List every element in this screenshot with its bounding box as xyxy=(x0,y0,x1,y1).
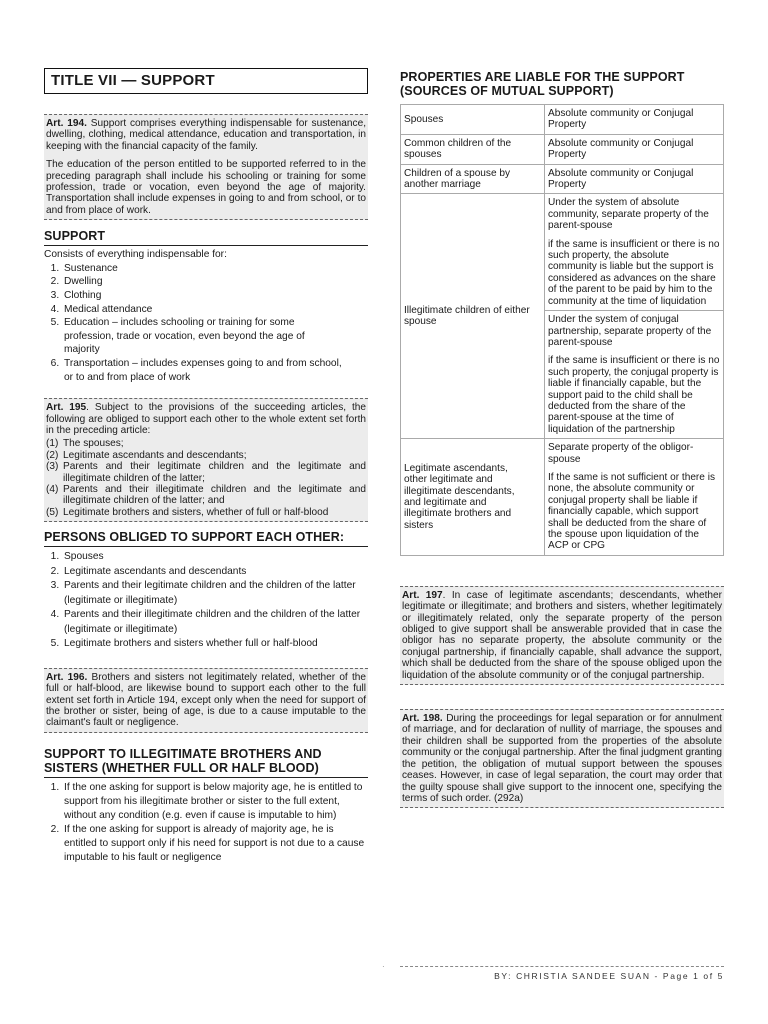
obliged-list-block xyxy=(44,550,368,652)
table-row xyxy=(401,194,724,311)
support-intro: Consists of everything indispensable for: xyxy=(44,249,227,261)
section-heading-support: SUPPORT xyxy=(44,229,368,246)
list-item: 5. Legitimate brothers and sisters whether full or half-blood xyxy=(62,637,368,652)
table-row xyxy=(401,439,724,556)
list-item: 3. Clothing xyxy=(62,289,368,303)
article-194 xyxy=(44,114,368,220)
list-item: 3. Parents and their legitimate children and the children of the latter (legitimate or illegitimate) xyxy=(62,579,368,608)
table-cell: Spouses xyxy=(401,105,545,135)
article-paragraph: The education of the person entitled to be supported referred to in the preceding paragraph shall include his schooling or training for some profession, trade or vocation, even beyond the age of majority. Transportation shall include expenses in going to and from school, or to and from place of work. xyxy=(46,159,366,216)
article-number: Art. 196. xyxy=(46,671,88,683)
article-text: Support comprises everything indispensable for sustenance, dwelling, clothing, medical attendance, education and transportation, in keeping with the financial capacity of the family. xyxy=(46,118,366,152)
obliged-list xyxy=(44,550,368,652)
table-cell: Absolute community or Conjugal Property xyxy=(545,105,724,135)
article-198 xyxy=(400,709,724,808)
article-195 xyxy=(44,398,368,522)
section-heading-properties: PROPERTIES ARE LIABLE FOR THE SUPPORT (SOURCES OF MUTUAL SUPPORT) xyxy=(400,70,685,98)
article-195-list xyxy=(46,438,366,518)
left-column xyxy=(44,68,368,865)
table-cell: Children of a spouse by another marriage xyxy=(401,164,545,194)
support-list-block xyxy=(44,248,368,384)
table-cell: Absolute community or Conjugal Property xyxy=(545,134,724,164)
list-item: 2. If the one asking for support is already of majority age, he is entitled to support only if his need for support is not due to a cause imputable to his fault or negligence xyxy=(62,823,368,865)
table-cell: Legitimate ascendants, other legitimate and illegitimate descendants, and legitimate and illegitimate brothers and sisters xyxy=(401,439,545,556)
list-item: 5. Education – includes schooling or training for some profession, trade or vocation, even beyond the age of majority xyxy=(62,316,368,357)
list-item: 1. Sustenance xyxy=(62,262,368,276)
article-number: Art. 195 xyxy=(46,402,87,414)
list-item: (1) The spouses; xyxy=(46,438,124,450)
article-text: Brothers and sisters not legitimately related, whether of the full or half-blood, are likewise bound to support each other to the full extent set forth in Article 194, except only when the need for support of the brother or sister, being of age, is due to a cause imputable to the claimant's fault or negligence. xyxy=(46,671,366,729)
list-item: 1. If the one asking for support is below majority age, he is entitled to support from his illegitimate brother or sister to the full extent, without any condition (e.g. even if cause is imputable to him) xyxy=(62,781,368,823)
section-heading-persons-obliged: PERSONS OBLIGED TO SUPPORT EACH OTHER: xyxy=(44,530,368,547)
list-item: 6. Transportation – includes expenses going to and from school, or to and from place of work xyxy=(62,357,368,384)
table-cell: Common children of the spouses xyxy=(401,134,545,164)
illegitimate-list-block xyxy=(44,781,368,865)
support-list xyxy=(44,262,368,384)
list-item: (5) Legitimate brothers and sisters, whether of full or half-blood xyxy=(46,506,329,518)
properties-table xyxy=(400,104,724,556)
right-column xyxy=(400,68,724,808)
article-text: During the proceedings for legal separation or for annulment of marriage, and for declaration of nullity of marriage, the spouses and their children shall be supported from the properties of the absolute community or the conjugal partnership. After the final judgment granting the petition, the obligation of mutual support between the spouses ceases. However, in case of legal separation, the court may order that the guilty spouse shall give support to the innocent one, specifying the terms of such order. (292a) xyxy=(402,713,722,804)
list-item: 4. Parents and their illegitimate children and the children of the latter (legitimate or illegitimate) xyxy=(62,608,368,637)
article-text: . In case of legitimate ascendants; descendants, whether legitimate or illegitimate; and brothers and sisters, whether legitimately or illegitimately related, only the separate property of the person obliged to give support shall be answerable provided that in case the obligor has no separate property, the absolute community or the conjugal partnership, if financially capable, shall advance the support, which shall be deducted from the share of the spouse obliged upon the liquidation of the absolute community or of the conjugal partnership. xyxy=(402,589,723,681)
article-number: Art. 194. xyxy=(46,118,87,129)
page-footer: BY: CHRISTIA SANDEE SUAN - Page 1 of 5 xyxy=(400,966,724,981)
list-item: 2. Legitimate ascendants and descendants xyxy=(62,565,368,580)
table-cell: Under the system of conjugal partnership, separate property of the parent-spouse if the same is insufficient or there is no such property, the conjugal property is liable if financially capable, but the support paid to the child shall be deducted from the share of the parent-spouse at the time of liquidation of the partnership xyxy=(545,311,724,439)
list-item: (3) Parents and their legitimate children and the legitimate and illegitimate children of the latter; xyxy=(46,461,366,484)
page-dot: · xyxy=(382,962,385,971)
list-item: (2) Legitimate ascendants and descendants; xyxy=(46,449,247,461)
page-title: TITLE VII — SUPPORT xyxy=(44,68,368,94)
table-row xyxy=(401,164,724,194)
list-item: 4. Medical attendance xyxy=(62,303,368,317)
table-row xyxy=(401,105,724,135)
table-row xyxy=(401,134,724,164)
section-heading-illegitimate-siblings: SUPPORT TO ILLEGITIMATE BROTHERS AND SISTERS (WHETHER FULL OR HALF BLOOD) xyxy=(44,747,368,778)
article-number: Art. 198. xyxy=(402,713,443,725)
illegitimate-list xyxy=(44,781,368,865)
list-item: 2. Dwelling xyxy=(62,275,368,289)
table-cell: Under the system of absolute community, separate property of the parent-spouse if the same is insufficient or there is no such property, the absolute community is liable but the support is considered as advances on the share of the parent to be paid by him to the community at the time of liquidation xyxy=(545,194,724,311)
article-197 xyxy=(400,586,724,685)
table-cell: Illegitimate children of either spouse xyxy=(401,194,545,439)
article-number: Art. 197 xyxy=(402,589,443,601)
article-text: . Subject to the provisions of the succeeding articles, the following are obliged to support each other to the whole extent set forth in the preceding article: xyxy=(46,402,366,436)
table-cell: Separate property of the obligor-spouse If the same is not sufficient or there is none, the absolute community or conjugal property shall be liable if financially capable, which support shall be deducted from the share of the spouse upon liquidation of the ACP or CPG xyxy=(545,439,724,556)
list-item: (4) Parents and their illegitimate children and the legitimate and illegitimate children of the latter; and xyxy=(46,484,366,507)
table-cell: Absolute community or Conjugal Property xyxy=(545,164,724,194)
article-196 xyxy=(44,668,368,733)
list-item: 1. Spouses xyxy=(62,550,368,565)
